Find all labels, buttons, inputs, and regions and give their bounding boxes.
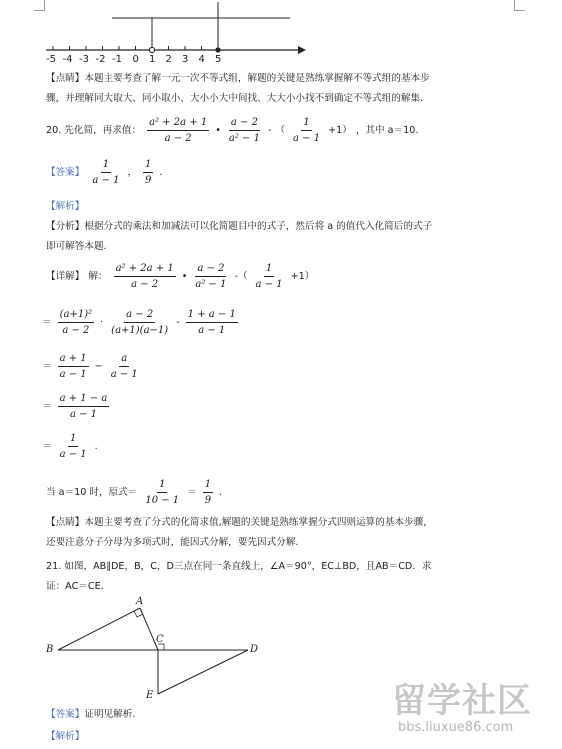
q21-line1: 21. 如图，AB∥DE，B，C，D三点在同一条直线上，∠A＝90°，EC⊥BD，且AB＝CD．求 bbox=[46, 561, 432, 572]
step3-frac-b: $\frac{a}{a - 1}$ bbox=[110, 353, 138, 380]
number-line-tick-label: 0 bbox=[132, 54, 139, 65]
step3-frac-a: $\frac{a + 1}{a - 1}$ bbox=[59, 353, 87, 380]
step2-frac-c: $\frac{1 + a - 1}{a - 1}$ bbox=[187, 309, 236, 336]
detail-step-4: ＝ $\frac{a + 1 - a}{a - 1}$ bbox=[42, 393, 108, 420]
sub-frac-a: $\frac{1}{10 - 1}$ bbox=[145, 479, 180, 506]
q20-intro: 20. 先化简，再求值： bbox=[46, 125, 142, 136]
sub-frac-b: $\frac{1}{9}$ bbox=[204, 479, 212, 506]
note1-line1: 【点睛】本题主要考查了解一元一次不等式组，解题的关键是熟练掌握解不等式组的基本步 bbox=[46, 73, 430, 84]
step2-frac-b: $\frac{a - 2}{(a+1)(a-1)}$ bbox=[111, 309, 169, 336]
fenxi-line1: 【分析】根据分式的乘法和加减法可以化简题目中的式子，然后将 a 的值代入化简后的式子 bbox=[46, 221, 433, 232]
number-line-tick-label: 3 bbox=[182, 54, 189, 65]
step5-frac: $\frac{1}{a - 1}$ bbox=[59, 433, 87, 460]
fenxi-tag: 【分析】 bbox=[46, 221, 85, 232]
note1-tag: 【点睛】 bbox=[46, 73, 85, 84]
analysis-tag-2: 【解析】 bbox=[46, 731, 85, 742]
number-line bbox=[40, 2, 310, 72]
number-line-tick-label: -5 bbox=[46, 54, 56, 65]
number-line-tick-label: 1 bbox=[149, 54, 156, 65]
watermark-brand: 留学社区 bbox=[392, 681, 532, 721]
label-point-E: E bbox=[146, 690, 154, 701]
label-point-C: C bbox=[156, 634, 164, 645]
label-point-D: D bbox=[250, 644, 259, 655]
q21-line2: 证：AC＝CE． bbox=[46, 581, 111, 592]
step2-frac-a: $\frac{\text{(a+1)²}}{a - 2}$ bbox=[59, 309, 93, 336]
fenxi-line2: 即可解答本题. bbox=[46, 241, 107, 252]
step4-frac: $\frac{a + 1 - a}{a - 1}$ bbox=[59, 393, 108, 420]
detail-frac-2: $\frac{a - 2}{\text{a² − 1}}$ bbox=[195, 263, 227, 290]
label-point-B: B bbox=[46, 644, 54, 655]
watermark bbox=[392, 682, 560, 746]
number-line-tick-label: -1 bbox=[112, 54, 122, 65]
answer-20: 【答案】 $\frac{1}{a - 1}$ ， $\frac{1}{9}$ . bbox=[46, 159, 163, 186]
q20-frac-2: $\frac{a - 2}{\text{a² − 1}}$ bbox=[228, 117, 260, 144]
answer20-tag: 【答案】 bbox=[46, 167, 85, 178]
detail-line1: 【详解】 解： $\frac{\text{a² + 2a + 1}}{a - 2}$ • $\frac{a - 2}{\text{a² − 1}}$ -（ $\frac{1}{a - 1}$ +1） bbox=[46, 263, 315, 290]
number-line-tick-label: 2 bbox=[165, 54, 172, 65]
number-line-tick-label: 5 bbox=[215, 54, 222, 65]
number-line-tick-label: -4 bbox=[62, 54, 73, 65]
number-line-tick-label: 4 bbox=[198, 54, 205, 65]
page-corner-mark-right bbox=[514, 0, 525, 11]
note2-line1: 【点睛】本题主要考查了分式的化简求值,解题的关键是熟练掌握分式四则运算的基本步骤， bbox=[46, 517, 433, 528]
detail-frac-1: $\frac{\text{a² + 2a + 1}}{a - 2}$ bbox=[115, 263, 174, 290]
geometry-figure bbox=[40, 596, 280, 708]
watermark-url: bbs.liuxue86.com bbox=[398, 720, 514, 735]
note2-tag: 【点睛】 bbox=[46, 517, 85, 528]
geometry-figure-svg bbox=[40, 596, 280, 708]
number-line-tick-label: -2 bbox=[95, 54, 106, 65]
answer20-frac-b: $\frac{1}{9}$ bbox=[145, 159, 152, 186]
note2-line2: 还要注意分子分母为多项式时，能因式分解，要先因式分解. bbox=[46, 537, 299, 548]
detail-substitution: 当 a＝10 时，原式＝ $\frac{1}{10 - 1}$ ＝ $\frac{1}{9}$ . bbox=[46, 479, 223, 506]
number-line-tick-label: -3 bbox=[79, 54, 89, 65]
detail-frac-3: $\frac{1}{a - 1}$ bbox=[255, 263, 283, 290]
q20-frac-1: $\frac{\text{a² + 2a + 1}}{a - 2}$ bbox=[149, 117, 208, 144]
label-point-A: A bbox=[136, 596, 144, 607]
detail-tag: 【详解】 bbox=[46, 271, 85, 282]
detail-step-5: ＝ $\frac{1}{a - 1}$ . bbox=[42, 433, 98, 460]
answer20-frac-a: $\frac{1}{a - 1}$ bbox=[92, 159, 120, 186]
detail-step-3: ＝ $\frac{a + 1}{a - 1}$ − $\frac{a}{a - 1}$ bbox=[42, 353, 138, 380]
question-20: 20. 先化简，再求值： $\frac{\text{a² + 2a + 1}}{a - 2}$ • $\frac{a - 2}{\text{a² − 1}}$ - （ $\frac{1}{a - 1}$ +1） ，其中 a＝10. bbox=[46, 117, 419, 144]
answer-21: 【答案】证明见解析. bbox=[46, 709, 136, 720]
note1-line2: 骤，并理解同大取大、同小取小、大小小大中间找、大大小小找不到确定不等式组的解集. bbox=[46, 93, 424, 104]
analysis-tag: 【解析】 bbox=[46, 201, 85, 212]
detail-step-2: ＝ $\frac{\text{(a+1)²}}{a - 2}$ · $\frac{a - 2}{(a+1)(a-1)}$ - $\frac{1 + a - 1}{a - 1}$ bbox=[42, 309, 236, 336]
q20-frac-3: $\frac{1}{a - 1}$ bbox=[293, 117, 321, 144]
answer21-tag: 【答案】 bbox=[46, 709, 85, 720]
